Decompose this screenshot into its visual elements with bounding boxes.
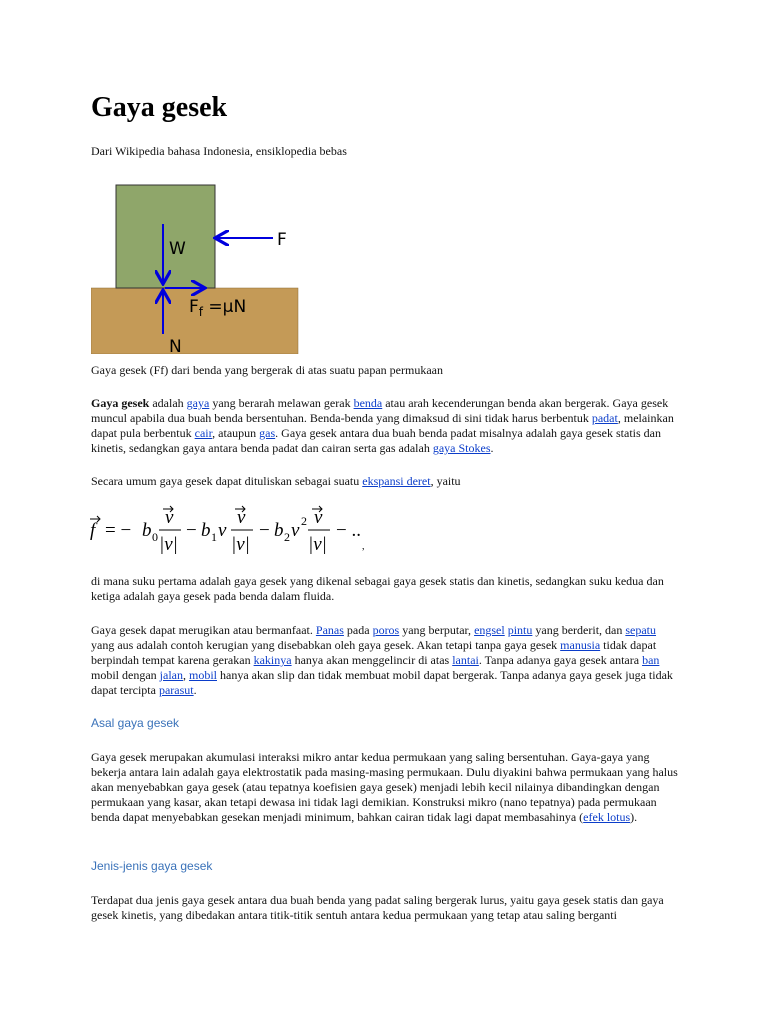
paragraph-usefulness: Gaya gesek dapat merugikan atau bermanfaat. Panas pada poros yang berputar, engsel pintu yang berderit, dan sepatu yang aus adalah contoh kerugian yang disebabkan oleh gaya gesek. Akan tetapi tanpa gaya gesek manusia tidak dapat berpindah tempat karena gerakan kakinya hanya akan menggelincir di atas lantai. Tanpa adanya gaya gesek antara ban mobil dengan jalan, mobil hanya akan slip dan tidak membuat mobil dapat bergerak. Tanpa adanya gaya gesek juga tidak dapat tercipta parasut.: [91, 623, 673, 697]
svg-text:b: b: [274, 520, 284, 541]
link-jalan[interactable]: jalan: [159, 668, 183, 682]
svg-text:,: ,: [362, 541, 365, 552]
section-heading-origin: Asal gaya gesek: [91, 716, 180, 730]
svg-text:0: 0: [152, 530, 158, 544]
link-sepatu[interactable]: sepatu: [625, 623, 657, 637]
svg-text:= −: = −: [105, 520, 132, 541]
paragraph-series: Secara umum gaya gesek dapat dituliskan sebagai suatu ekspansi deret, yaitu: [91, 474, 461, 488]
link-benda[interactable]: benda: [353, 396, 383, 410]
term-bold: Gaya gesek: [91, 396, 150, 410]
section-heading-types: Jenis-jenis gaya gesek: [91, 859, 213, 873]
svg-text:|v|: |v|: [231, 534, 250, 555]
link-manusia[interactable]: manusia: [560, 638, 601, 652]
svg-text:−: −: [259, 520, 270, 541]
link-padat[interactable]: padat: [591, 411, 618, 425]
svg-text:−: −: [186, 520, 197, 541]
svg-text:v: v: [291, 520, 300, 541]
svg-text:v: v: [314, 507, 323, 528]
svg-text:2: 2: [301, 514, 307, 528]
link-ekspansi-deret[interactable]: ekspansi deret: [362, 474, 431, 488]
svg-text:− ..: − ..: [336, 520, 361, 541]
label-f: F: [277, 230, 287, 250]
link-efek-lotus[interactable]: efek lotus: [583, 810, 631, 824]
link-poros[interactable]: poros: [372, 623, 400, 637]
sliding-block: [116, 185, 215, 288]
svg-text:1: 1: [211, 530, 217, 544]
friction-diagram-svg: [91, 184, 301, 354]
paragraph-origin: Gaya gesek merupakan akumulasi interaksi mikro antar kedua permukaan yang saling bersentuhan. Gaya-gaya yang bekerja antara lain adalah gaya elektrostatik pada masing-masing permukaan. Dulu diyakini bahwa permukaan yang halus akan menyebabkan gaya gesek (atau tepatnya koefisien gaya gesek) menjadi lebih kecil nilainya dibandingkan dengan permukaan yang kasar, akan tetapi dewasa ini tidak lagi demikian. Konstruksi mikro (nano tepatnya) pada permukaan benda dapat menyebabkan gesekan menjadi minimum, bahkan cairan tidak lagi dapat membasahinya (efek lotus).: [91, 750, 678, 824]
page-subtitle: Dari Wikipedia bahasa Indonesia, ensiklopedia bebas: [91, 144, 347, 158]
label-w: W: [169, 239, 186, 259]
svg-text:v: v: [218, 520, 227, 541]
paragraph-types: Terdapat dua jenis gaya gesek antara dua buah benda yang padat saling bergerak lurus, yaitu gaya gesek statis dan gaya gesek kinetis, yang dibedakan antara titik-titik sentuh antara kedua permukaan yang tetap atau saling berganti: [91, 893, 664, 922]
formula-svg: [88, 503, 388, 563]
label-n: N: [169, 337, 182, 354]
svg-text:v: v: [165, 507, 174, 528]
link-ban[interactable]: ban: [642, 653, 660, 667]
link-engsel[interactable]: engsel: [474, 623, 505, 637]
svg-text:|v|: |v|: [308, 534, 327, 555]
paragraph-intro: Gaya gesek adalah gaya yang berarah melawan gerak benda atau arah kecenderungan benda akan bergerak. Gaya gesek muncul apabila dua buah benda bersentuhan. Benda-benda yang dimaksud di sini tidak harus berbentuk padat, melainkan dapat pula berbentuk cair, ataupun gas. Gaya gesek antara dua buah benda padat misalnya adalah gaya gesek statis dan kinetis, sedangkan gaya antara benda padat dan cairan serta gas adalah gaya Stokes.: [91, 396, 674, 455]
svg-text:b: b: [142, 520, 152, 541]
page-title: Gaya gesek: [91, 92, 228, 123]
link-gaya-stokes[interactable]: gaya Stokes: [432, 441, 491, 455]
svg-text:f: f: [90, 520, 96, 541]
link-parasut[interactable]: parasut: [158, 683, 194, 697]
link-mobil[interactable]: mobil: [188, 668, 217, 682]
svg-text:v: v: [237, 507, 246, 528]
link-kakinya[interactable]: kakinya: [253, 653, 292, 667]
label-ff: $F_f =\mu N$: [189, 297, 247, 319]
link-gaya[interactable]: gaya: [186, 396, 210, 410]
figure-caption: Gaya gesek (Ff) dari benda yang bergerak di atas suatu papan permukaan: [91, 363, 443, 377]
paragraph-terms: di mana suku pertama adalah gaya gesek yang dikenal sebagai gaya gesek statis dan kinetis, sedangkan suku kedua dan ketiga adalah gaya gesek pada benda dalam fluida.: [91, 574, 664, 603]
link-pintu[interactable]: pintu: [507, 623, 533, 637]
svg-text:2: 2: [284, 530, 290, 544]
svg-text:b: b: [201, 520, 211, 541]
link-lantai[interactable]: lantai: [452, 653, 479, 667]
svg-text:|v|: |v|: [159, 534, 178, 555]
friction-diagram: [91, 184, 301, 354]
link-gas[interactable]: gas: [259, 426, 276, 440]
link-panas[interactable]: Panas: [315, 623, 344, 637]
friction-formula: [88, 503, 388, 563]
link-cair[interactable]: cair: [194, 426, 213, 440]
